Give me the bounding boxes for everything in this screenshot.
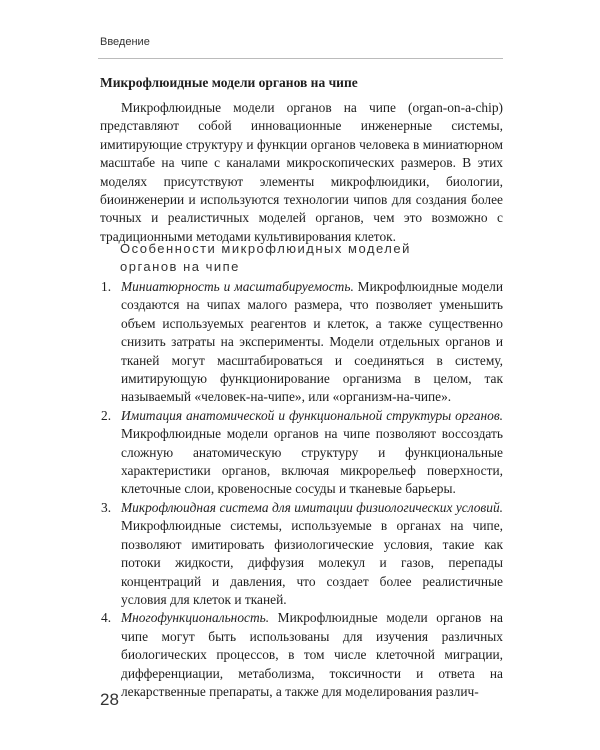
list-item-number: 3. [101,499,112,515]
list-item-text: Микрофлюидные системы, используемые в органах на чипе, позволяют имитировать физиологические условия, такие как потоки жидкости, диффузия молекул и газов, перепады концентраций и давления, что создает более реалистичные условия для клеток и тканей. [121,518,503,607]
list-item-term: Микрофлюидная система для имитации физиологических условий. [121,499,503,515]
list-item-text: Микрофлюидные модели создаются на чипах малого размера, что позволяет уменьшить объем используемых реагентов и клеток, а также существенно снизить затраты на эксперименты. Модели отдельных органов и тканей могут масштабироваться и соединяться в систему, имитирующую функционирование организма в целом, так называемый «человек-на-чипе», или «организм-на-чипе». [121,279,504,405]
list-item-text: Микрофлюидные модели органов на чипе могут быть использованы для изучения различных биологических процессов, в том числе клеточной миграции, дифференциации, метаболизма, токсичности и ответа на лекарственные препараты, а также для моделирования различ- [121,610,503,699]
list-item [100,499,503,609]
intro-paragraph: Микрофлюидные модели органов на чипе (organ-on-a-chip) представляют собой инновационные инженерные системы, имитирующие структуру и функции органов человека в миниатюрном масштабе на чипе с каналами микроскопических размеров. В этих моделях присутствуют элементы микрофлюидики, биологии, биоинженерии и используются технологии чипов для создания более точных и реалистичных моделей органов, чем это возможно с традиционными методами культивирования клеток. [100,100,503,244]
list-item-term: Миниатюрность и масштабируемость. [121,279,354,294]
header-rule [98,58,503,59]
list-item-term: Имитация анатомической и функциональной структуры органов. [121,407,503,423]
list-item-term: Многофункциональность. [121,610,270,626]
list-item-number: 1. [101,279,112,294]
list-item [100,407,503,499]
features-list [100,278,503,701]
list-item-number: 4. [101,610,112,626]
list-item [100,278,503,407]
running-header: Введение [100,36,150,48]
list-item-number: 2. [101,407,112,423]
list-item [100,609,503,701]
list-item-text: Микрофлюидные модели органов на чипе позволяют воссоздать сложную анатомическую структуру и функциональные характеристики органов, включая микрорельеф поверхности, клеточные слои, кровеносные сосуды и тканевые барьеры. [121,426,503,497]
section-title: Микрофлюидные модели органов на чипе [100,75,358,90]
features-heading: Особенности микрофлюидных моделей органов на чипе [120,241,411,274]
page-number: 28 [100,690,119,709]
